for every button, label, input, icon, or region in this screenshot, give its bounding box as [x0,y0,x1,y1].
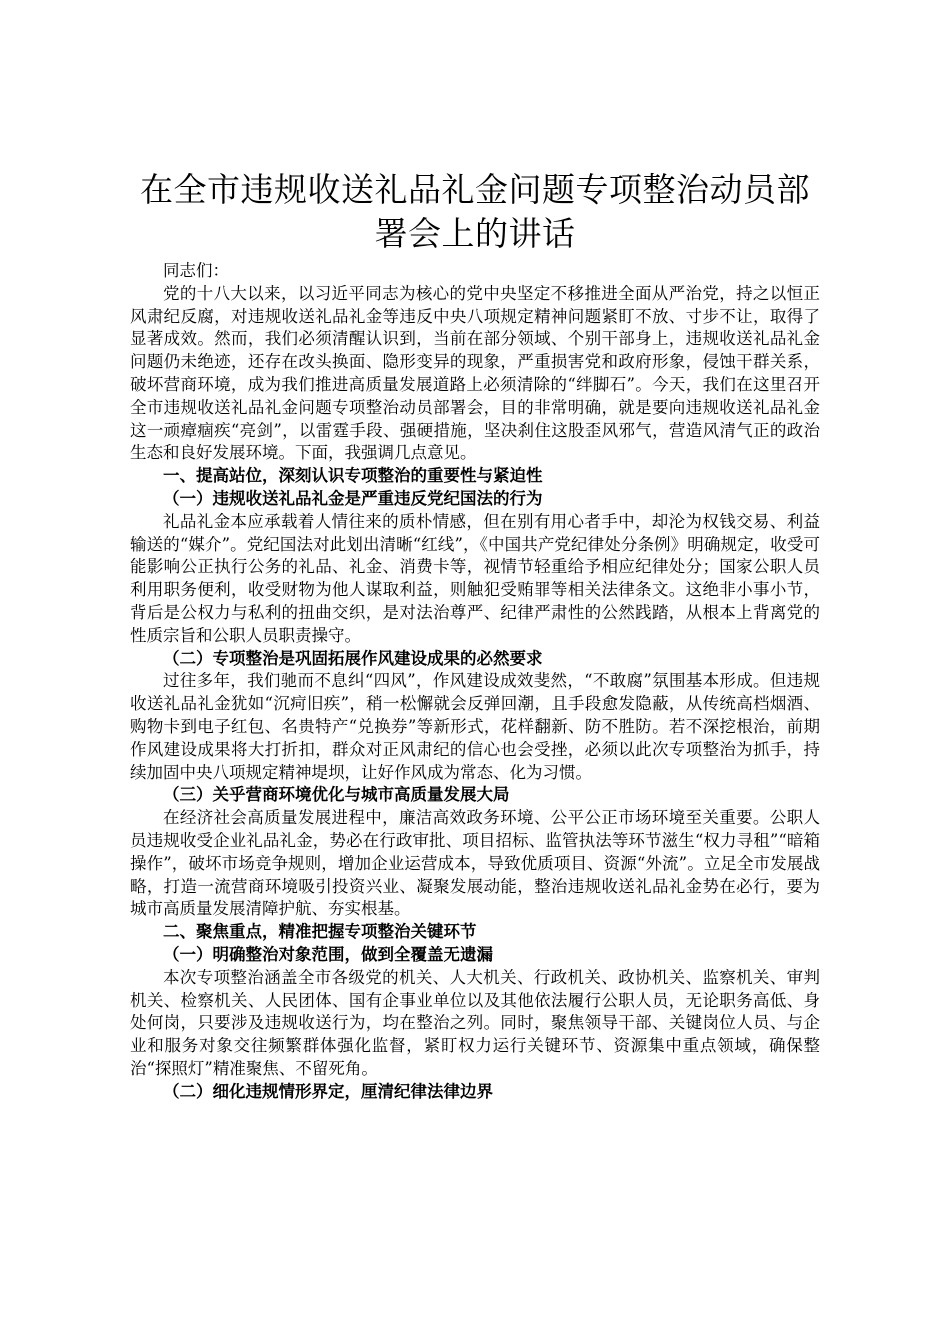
section-2-2-heading: （二）细化违规情形界定，厘清纪律法律边界 [163,1081,493,1101]
section-1-2-body: 过往多年，我们驰而不息纠“四风”，作风建设成效斐然，“不敢腐”氛围基本形成。但违规收送礼品礼金犹如“沉疴旧疾”，稍一松懈就会反弹回潮，且手段愈发隐蔽，从传统高档烟酒、购物卡到电子红包、名贵特产“兑换券”等新形式，花样翻新、防不胜防。若不深挖根治，前期作风建设成果将大打折扣，群众对正风肃纪的信心也会受挫，必须以此次专项整治为抓手，持续加固中央八项规定精神堤坝，让好作风成为常态、化为习惯。 [130,671,820,782]
section-2-1-body: 本次专项整治涵盖全市各级党的机关、人大机关、行政机关、政协机关、监察机关、审判机关、检察机关、人民团体、国有企事业单位以及其他依法履行公职人员，无论职务高低、身处何岗，只要涉及违规收送行为，均在整治之列。同时，聚焦领导干部、关键岗位人员、与企业和服务对象交往频繁群体强化监督，紧盯权力运行关键环节、资源集中重点领域，确保整治“探照灯”精准聚焦、不留死角。 [130,967,820,1078]
section-1-1-body: 礼品礼金本应承载着人情往来的质朴情感，但在别有用心者手中，却沦为权钱交易、利益输送的“媒介”。党纪国法对此划出清晰“红线”，《中国共产党纪律处分条例》明确规定，收受可能影响公正执行公务的礼品、礼金、消费卡等，视情节轻重给予相应纪律处分；国家公职人员利用职务便利，收受财物为他人谋取利益，则触犯受贿罪等相关法律条文。这绝非小事小节，背后是公权力与私利的扭曲交织，是对法治尊严、纪律严肃性的公然践踏，从根本上背离党的性质宗旨和公职人员职责操守。 [130,511,820,645]
salutation: 同志们： [163,261,229,280]
section-2-1-heading: （一）明确整治对象范围，做到全覆盖无遗漏 [163,944,493,964]
section-1-heading: 一、提高站位，深刻认识专项整治的重要性与紧迫性 [163,466,543,486]
document-title: 在全市违规收送礼品礼金问题专项整治动员部署会上的讲话 [140,170,810,253]
document-page [130,168,820,1103]
intro-paragraph: 党的十八大以来，以习近平同志为核心的党中央坚定不移推进全面从严治党，持之以恒正风肃纪反腐，对违规收送礼品礼金等违反中央八项规定精神问题紧盯不放、寸步不让，取得了显著成效。然而，我们必须清醒认识到，当前在部分领域、个别干部身上，违规收送礼品礼金问题仍未绝迹，还存在改头换面、隐形变异的现象，严重损害党和政府形象，侵蚀干群关系，破坏营商环境，成为我们推进高质量发展道路上必须清除的“绊脚石”。今天，我们在这里召开全市违规收送礼品礼金问题专项整治动员部署会，目的非常明确，就是要向违规收送礼品礼金这一顽瘴痼疾“亮剑”，以雷霆手段、强硬措施，坚决刹住这股歪风邪气，营造风清气正的政治生态和良好发展环境。下面，我强调几点意见。 [130,283,820,463]
section-1-3-body: 在经济社会高质量发展进程中，廉洁高效政务环境、公平公正市场环境至关重要。公职人员违规收受企业礼品礼金，势必在行政审批、项目招标、监管执法等环节滋生“权力寻租”“暗箱操作”，破坏市场竞争规则，增加企业运营成本，导致优质项目、资源“外流”。立足全市发展战略，打造一流营商环境吸引投资兴业、凝聚发展动能，整治违规收送礼品礼金势在必行，要为城市高质量发展清障护航、夯实根基。 [130,808,820,919]
section-1-3-heading: （三）关乎营商环境优化与城市高质量发展大局 [163,785,510,805]
section-2-heading: 二、聚焦重点，精准把握专项整治关键环节 [163,922,477,942]
section-1-2-heading: （二）专项整治是巩固拓展作风建设成果的必然要求 [163,648,543,668]
section-1-1-heading: （一）违规收送礼品礼金是严重违反党纪国法的行为 [163,488,543,508]
